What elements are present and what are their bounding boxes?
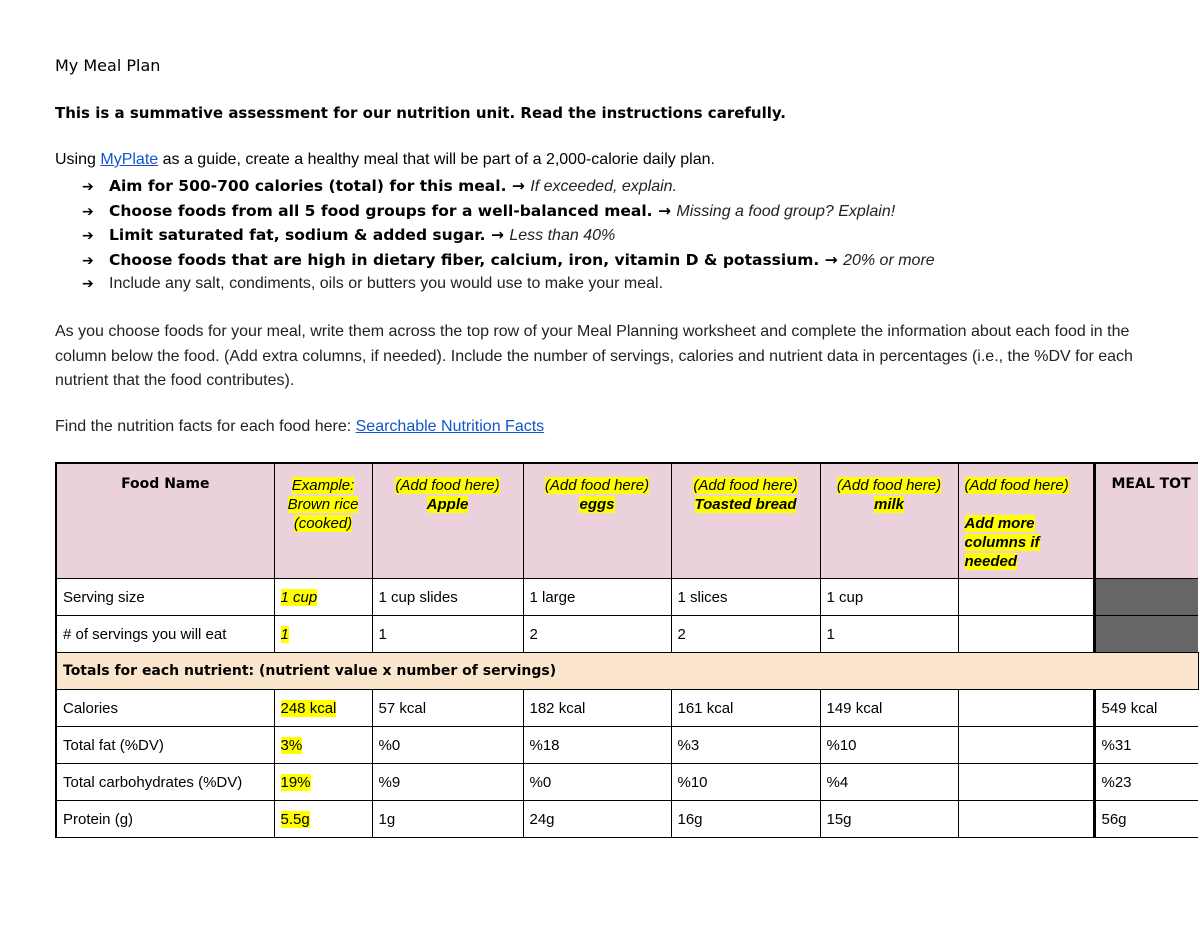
table-cell[interactable] bbox=[958, 727, 1094, 764]
example-cell: 19% bbox=[274, 764, 372, 801]
example-cell: 5.5g bbox=[274, 801, 372, 838]
example-line: Brown rice bbox=[287, 496, 359, 513]
add-food-placeholder: (Add food here) bbox=[964, 477, 1069, 494]
table-cell[interactable]: %3 bbox=[671, 727, 820, 764]
disabled-total-cell bbox=[1094, 616, 1198, 653]
instruction-note: Missing a food group? Explain! bbox=[676, 202, 896, 220]
table-cell[interactable]: 1 bbox=[372, 616, 523, 653]
table-cell[interactable] bbox=[958, 616, 1094, 653]
food-name: Apple bbox=[426, 496, 469, 513]
table-cell[interactable]: 16g bbox=[671, 801, 820, 838]
table-cell[interactable]: %10 bbox=[820, 727, 958, 764]
table-cell[interactable]: 161 kcal bbox=[671, 690, 820, 727]
instruction-note: 20% or more bbox=[843, 251, 935, 269]
header-meal-total: MEAL TOT bbox=[1094, 463, 1198, 579]
header-food-cell[interactable] bbox=[671, 463, 820, 579]
table-cell[interactable]: 1 cup slides bbox=[372, 579, 523, 616]
instruction-strong: Choose foods that are high in dietary fiber, calcium, iron, vitamin D & potassium. → bbox=[109, 250, 844, 269]
disabled-total-cell bbox=[1094, 579, 1198, 616]
add-food-placeholder: (Add food here) bbox=[693, 477, 798, 494]
table-cell[interactable]: %4 bbox=[820, 764, 958, 801]
meal-planning-table bbox=[55, 462, 1199, 838]
arrow-bullet-icon: ➔ bbox=[82, 252, 94, 269]
arrow-bullet-icon: ➔ bbox=[82, 203, 94, 220]
meal-total-cell[interactable]: 56g bbox=[1094, 801, 1198, 838]
table-cell[interactable] bbox=[958, 764, 1094, 801]
row-label: Total fat (%DV) bbox=[56, 727, 274, 764]
instruction-note: Less than 40% bbox=[509, 227, 616, 244]
header-extra-food-cell[interactable] bbox=[958, 463, 1094, 579]
table-cell[interactable] bbox=[958, 801, 1094, 838]
food-name: milk bbox=[873, 496, 904, 513]
header-food-cell[interactable] bbox=[523, 463, 671, 579]
table-cell[interactable]: 2 bbox=[523, 616, 671, 653]
find-line bbox=[55, 418, 544, 436]
table-header-row bbox=[56, 463, 1198, 579]
food-name: eggs bbox=[579, 496, 615, 513]
table-cell[interactable]: 57 kcal bbox=[372, 690, 523, 727]
row-label: Calories bbox=[56, 690, 274, 727]
find-text: Find the nutrition facts for each food here: bbox=[55, 418, 356, 435]
example-cell: 248 kcal bbox=[274, 690, 372, 727]
table-row bbox=[56, 616, 1198, 653]
totals-banner: Totals for each nutrient: (nutrient value x number of servings) bbox=[56, 653, 1198, 690]
nutrition-facts-link[interactable]: Searchable Nutrition Facts bbox=[355, 418, 545, 435]
example-line: (cooked) bbox=[293, 515, 353, 532]
instruction-strong: Aim for 500-700 calories (total) for this meal. → bbox=[109, 177, 531, 195]
table-row bbox=[56, 690, 1198, 727]
example-cell: 3% bbox=[274, 727, 372, 764]
table-cell[interactable]: %18 bbox=[523, 727, 671, 764]
table-cell[interactable]: %10 bbox=[671, 764, 820, 801]
table-cell[interactable]: 1 slices bbox=[671, 579, 820, 616]
instruction-plain: Include any salt, condiments, oils or butters you would use to make your meal. bbox=[109, 275, 664, 292]
myplate-link[interactable]: MyPlate bbox=[100, 151, 159, 168]
arrow-bullet-icon: ➔ bbox=[82, 228, 94, 244]
header-food-name: Food Name bbox=[56, 463, 274, 579]
table-row bbox=[56, 801, 1198, 838]
example-cell: 1 bbox=[274, 616, 372, 653]
add-food-placeholder: (Add food here) bbox=[836, 477, 942, 494]
table-row bbox=[56, 579, 1198, 616]
intro-text-after: as a guide, create a healthy meal that will be part of a 2,000-calorie daily plan. bbox=[158, 151, 715, 168]
instruction-list bbox=[82, 176, 935, 299]
instruction-item bbox=[82, 274, 935, 299]
meal-total-cell[interactable]: %31 bbox=[1094, 727, 1198, 764]
table-cell[interactable]: 24g bbox=[523, 801, 671, 838]
table-cell[interactable]: 2 bbox=[671, 616, 820, 653]
arrow-bullet-icon: ➔ bbox=[82, 179, 94, 195]
row-label: # of servings you will eat bbox=[56, 616, 274, 653]
table-cell[interactable]: 1 cup bbox=[820, 579, 958, 616]
table-cell[interactable]: 1 large bbox=[523, 579, 671, 616]
table-cell[interactable]: 1g bbox=[372, 801, 523, 838]
table-cell[interactable]: 182 kcal bbox=[523, 690, 671, 727]
table-cell[interactable]: %0 bbox=[523, 764, 671, 801]
intro-line bbox=[55, 151, 715, 169]
document-title: My Meal Plan bbox=[55, 56, 161, 75]
table-cell[interactable]: 1 bbox=[820, 616, 958, 653]
table-cell[interactable] bbox=[958, 579, 1094, 616]
table-cell[interactable]: %0 bbox=[372, 727, 523, 764]
worksheet-instructions: As you choose foods for your meal, write them across the top row of your Meal Planning worksheet and complete the information about each food in the column below the food. (Add extra columns, if needed). Include the number of servings, calories and nutrient data in percentages (i.e., the %DV for each nutrient that the food contributes). bbox=[55, 323, 1133, 389]
intro-text-before: Using bbox=[55, 151, 101, 168]
row-label: Protein (g) bbox=[56, 801, 274, 838]
table-row bbox=[56, 764, 1198, 801]
header-example bbox=[274, 463, 372, 579]
table-cell[interactable]: %9 bbox=[372, 764, 523, 801]
example-line: Example: bbox=[291, 477, 355, 494]
header-food-cell[interactable] bbox=[820, 463, 958, 579]
add-food-placeholder: (Add food here) bbox=[395, 477, 500, 494]
totals-banner-row bbox=[56, 653, 1198, 690]
instruction-item bbox=[82, 201, 935, 226]
instruction-item bbox=[82, 225, 935, 250]
instruction-note: If exceeded, explain. bbox=[530, 178, 678, 195]
example-cell: 1 cup bbox=[274, 579, 372, 616]
instruction-item bbox=[82, 176, 935, 201]
add-columns-note: Add more bbox=[964, 515, 1035, 532]
instruction-item bbox=[82, 250, 935, 275]
header-food-cell[interactable] bbox=[372, 463, 523, 579]
table-cell[interactable]: 15g bbox=[820, 801, 958, 838]
food-name: Toasted bread bbox=[694, 496, 797, 513]
table-row bbox=[56, 727, 1198, 764]
instruction-strong: Choose foods from all 5 food groups for a well-balanced meal. → bbox=[109, 201, 677, 220]
table-cell[interactable]: 149 kcal bbox=[820, 690, 958, 727]
table-cell[interactable] bbox=[958, 690, 1094, 727]
instruction-strong: Limit saturated fat, sodium & added sugar. → bbox=[109, 226, 510, 244]
document-subtitle: This is a summative assessment for our nutrition unit. Read the instructions carefully. bbox=[55, 104, 786, 122]
add-columns-note: columns if bbox=[964, 534, 1040, 551]
add-food-placeholder: (Add food here) bbox=[544, 477, 650, 494]
meal-total-cell[interactable]: %23 bbox=[1094, 764, 1198, 801]
row-label: Serving size bbox=[56, 579, 274, 616]
row-label: Total carbohydrates (%DV) bbox=[56, 764, 274, 801]
add-columns-note: needed bbox=[964, 553, 1018, 570]
meal-total-cell[interactable]: 549 kcal bbox=[1094, 690, 1198, 727]
arrow-bullet-icon: ➔ bbox=[82, 276, 94, 292]
